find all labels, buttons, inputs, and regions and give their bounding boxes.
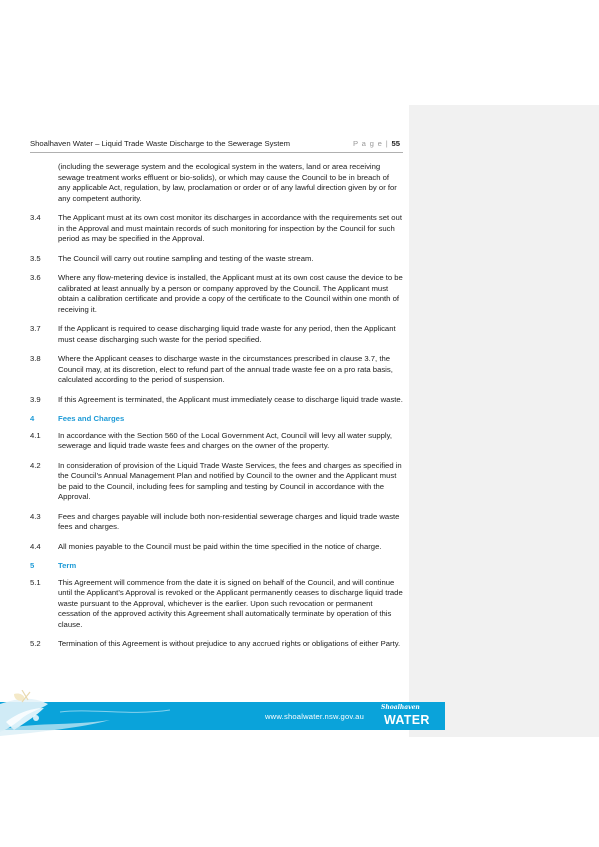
clause-4-4 [30, 542, 403, 553]
clause-text: In accordance with the Section 560 of the Local Government Act, Council will levy all water supply, sewerage and liquid trade waste fees and charges on the owner of the property. [58, 430, 393, 450]
clause-text: The Council will carry out routine sampling and testing of the waste stream. [58, 253, 314, 263]
clause-number: 4.2 [30, 460, 41, 470]
website-link[interactable]: www.shoalwater.nsw.gov.au [265, 712, 364, 721]
clause-number: 3.7 [30, 324, 41, 333]
clause-4-1 [30, 431, 403, 452]
clause-number: 3.4 [30, 213, 41, 222]
footer-banner [0, 690, 445, 736]
logo-wordmark: WATER [384, 713, 430, 727]
clause-number: 4.4 [30, 541, 41, 551]
clause-text: (including the sewerage system and the ecological system in the waters, land or area receiving sewage treatment works effluent or bio-solids), or which may cause the Council to be in breach of any applicable Act, regulation, by law, proclamation or order or of any lawful direction given by or for any competent authority. [58, 162, 397, 203]
clause-number: 4.3 [30, 511, 41, 521]
clause-number: 5.1 [30, 577, 41, 587]
clause-number: 4.1 [30, 430, 41, 440]
section-number: 5 [30, 561, 35, 570]
clause-3-7 [30, 324, 403, 345]
clause-number: 3.5 [30, 253, 41, 263]
footer-wave-decoration [0, 690, 445, 736]
logo-script-text: Shoalhaven [381, 704, 420, 711]
clause-text: The Applicant must at its own cost monitor its discharges in accordance with the requirements set out in the Approval and must maintain records of such monitoring for inspection by the Council for such period as may be specified in the Approval. [58, 213, 402, 243]
page-number: 55 [391, 139, 400, 148]
section-heading-term [30, 561, 403, 572]
clause-5-1 [30, 578, 403, 631]
shoalhaven-water-logo [380, 704, 434, 732]
clause-3-6 [30, 273, 403, 315]
clause-4-2 [30, 461, 403, 503]
clause-number: 3.8 [30, 354, 41, 363]
clause-text: If the Applicant is required to cease discharging liquid trade waste for any period, then the Applicant must cease discharging such waste for the period specified. [58, 324, 396, 344]
section-number: 4 [30, 414, 35, 423]
clause-3-9 [30, 395, 403, 406]
clause-3-4 [30, 213, 403, 245]
page-word: P a g e | [352, 139, 389, 148]
clause-text: Where any flow-metering device is installed, the Applicant must at its own cost cause the device to be calibrated at least annually by a person or company approved by the Council. The Applicant must obtain a calibration certificate and provide a copy of the certificate to the Council within one month of receiving it. [58, 273, 403, 314]
clause-3-8 [30, 354, 403, 386]
page-indicator [353, 139, 400, 148]
clause-text: Where the Applicant ceases to discharge waste in the circumstances prescribed in clause 3.7, the Council may, at its discretion, elect to refund part of the annual trade waste fee on a pro rata basis, calculated according to the period of suspension. [58, 354, 393, 384]
clause-3-5 [30, 254, 403, 265]
comment-margin-pane [409, 105, 599, 737]
page-header [30, 138, 403, 153]
document-body [30, 162, 403, 659]
clause-number: 5.2 [30, 639, 41, 648]
clause-4-3 [30, 512, 403, 533]
clause-text: If this Agreement is terminated, the Applicant must immediately cease to discharge liquid trade waste. [58, 394, 403, 404]
section-title: Fees and Charges [58, 414, 125, 423]
clause-text: Termination of this Agreement is without prejudice to any accrued rights or obligations of either Party. [58, 639, 401, 648]
section-title: Term [58, 561, 77, 570]
clause-text: Fees and charges payable will include both non-residential sewerage charges and liquid trade waste fees and charges. [58, 511, 400, 531]
clause-number: 3.9 [30, 394, 41, 404]
document-title: Shoalhaven Water – Liquid Trade Waste Discharge to the Sewerage System [30, 139, 291, 148]
clause-continuation [30, 162, 403, 204]
clause-5-2 [30, 639, 403, 650]
clause-number: 3.6 [30, 273, 41, 282]
section-heading-fees [30, 414, 403, 425]
clause-text: In consideration of provision of the Liquid Trade Waste Services, the fees and charges as specified in the Council’s Annual Management Plan and notified by Council to the owner and the Applicant must be paid to the Council, including fees for sampling and testing by Council in accordance with the Approval. [58, 460, 402, 501]
clause-text: This Agreement will commence from the date it is signed on behalf of the Council, and will continue until the Applicant’s Approval is revoked or the Applicant permanently ceases to discharge liquid trade waste pursuant to the Approval, whichever is the earlier. Upon such revocation or permanent cessation of the approved activity this Agreement shall automatically terminate by operation of this clause. [58, 577, 403, 629]
clause-text: All monies payable to the Council must be paid within the time specified in the notice of charge. [58, 541, 382, 551]
